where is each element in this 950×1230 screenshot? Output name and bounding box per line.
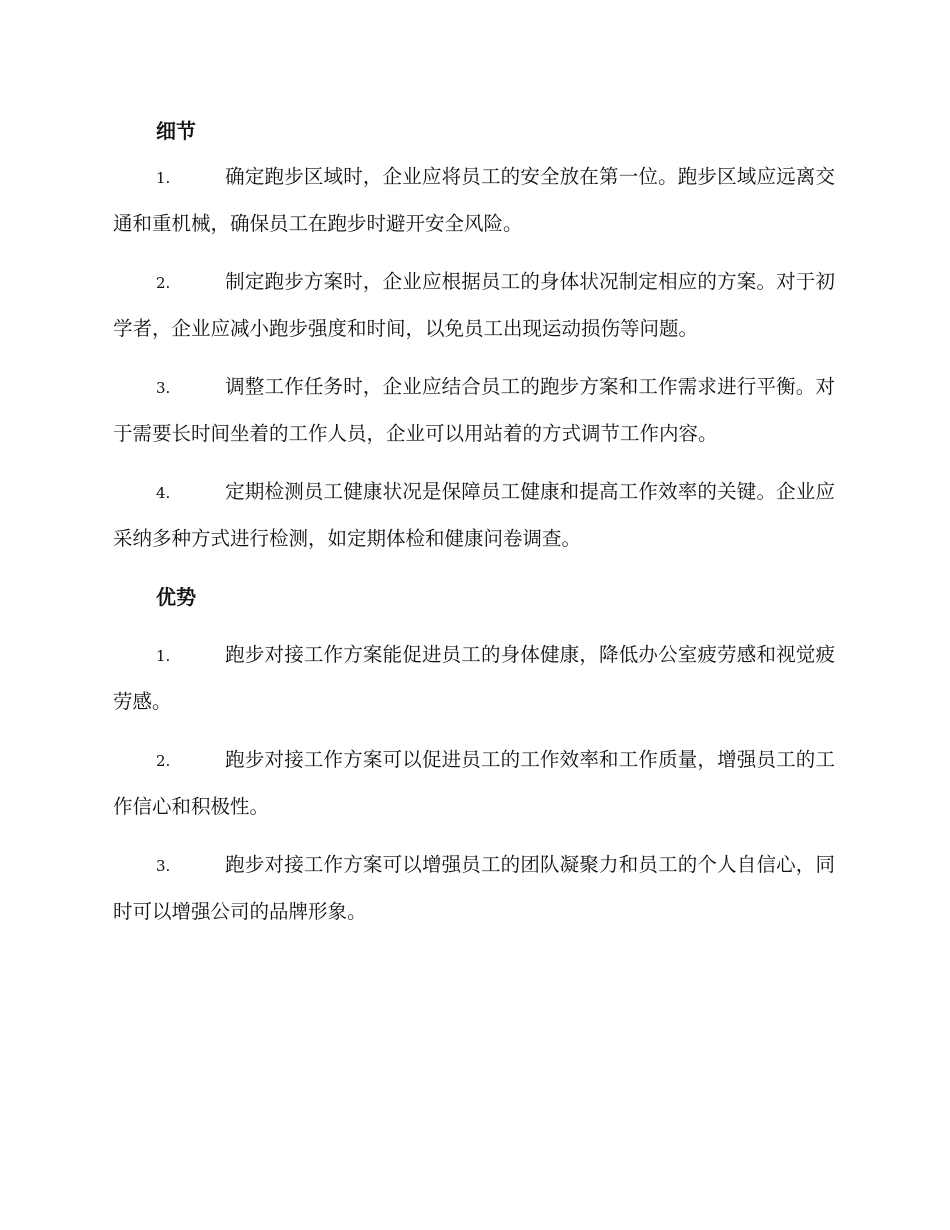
list-item-text: 跑步对接工作方案能促进员工的身体健康，降低办公室疲劳感和视觉疲劳感。	[113, 643, 835, 713]
list-item-number: 2.	[156, 752, 171, 770]
list-item-number: 4.	[156, 484, 171, 502]
section-heading-advantages: 优势	[156, 585, 196, 609]
list-item-number: 2.	[156, 274, 171, 292]
list-item	[113, 469, 835, 562]
document-body	[113, 108, 835, 947]
list-item-text: 调整工作任务时，企业应结合员工的跑步方案和工作需求进行平衡。对于需要长时间坐着的工作人员，企业可以用站着的方式调节工作内容。	[113, 375, 835, 445]
list-item	[113, 259, 835, 352]
list-item-number: 3.	[156, 857, 171, 875]
list-item-text: 跑步对接工作方案可以促进员工的工作效率和工作质量，增强员工的工作信心和积极性。	[113, 748, 835, 818]
list-item	[113, 154, 835, 247]
list-item-number: 3.	[156, 379, 171, 397]
list-item	[113, 842, 835, 935]
list-item-text: 定期检测员工健康状况是保障员工健康和提高工作效率的关键。企业应采纳多种方式进行检测，如定期体检和健康问卷调查。	[113, 480, 835, 550]
list-item-text: 跑步对接工作方案可以增强员工的团队凝聚力和员工的个人自信心，同时可以增强公司的品牌形象。	[113, 853, 835, 923]
list-item	[113, 737, 835, 830]
list-item	[113, 364, 835, 457]
list-item-text: 制定跑步方案时，企业应根据员工的身体状况制定相应的方案。对于初学者，企业应减小跑步强度和时间，以免员工出现运动损伤等问题。	[113, 270, 835, 340]
list-item-number: 1.	[156, 647, 171, 665]
list-item	[113, 632, 835, 725]
list-item-text: 确定跑步区域时，企业应将员工的安全放在第一位。跑步区域应远离交通和重机械，确保员工在跑步时避开安全风险。	[113, 165, 835, 235]
section-heading-details: 细节	[156, 119, 196, 143]
list-item-number: 1.	[156, 169, 171, 187]
section-spacer	[113, 620, 835, 632]
